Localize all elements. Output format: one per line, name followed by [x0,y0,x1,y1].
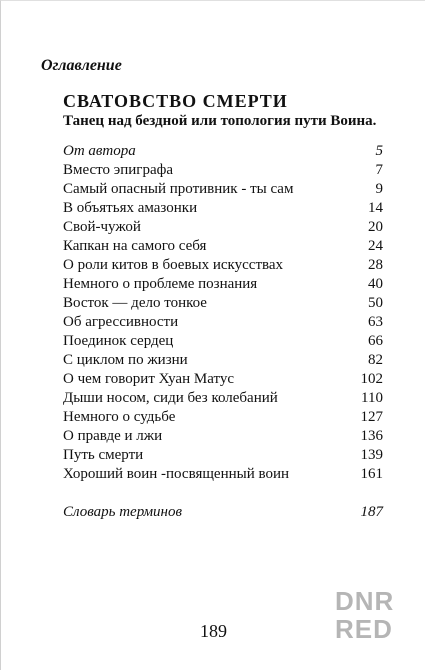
toc-entry [63,143,383,162]
toc-entry-page: 24 [368,238,383,254]
toc-entry [63,371,383,390]
toc-entry-page: 14 [368,200,383,216]
toc-entry [63,352,383,371]
toc-entry-title: Капкан на самого себя [63,238,207,254]
toc-entry-page: 9 [375,181,383,197]
toc-entry-title: Восток — дело тонкое [63,295,207,311]
toc-heading: Оглавление [41,57,122,74]
toc-entry-title: Об агрессивности [63,314,179,330]
toc-entry-title: Немного о проблеме познания [63,276,258,292]
toc-entry [63,428,383,447]
toc-entry [63,447,383,466]
toc-entry-page: 40 [368,276,383,292]
toc-entry [63,257,383,276]
book-subtitle: Танец над бездной или топология пути Воина. [63,113,377,129]
toc-entry [63,295,383,314]
toc-entry-title: О роли китов в боевых искусствах [63,257,284,273]
toc-entry-title: Вместо эпиграфа [63,162,173,178]
toc-entry-page: 5 [375,143,383,159]
toc-entry-title: О чем говорит Хуан Матус [63,371,234,387]
toc-entry [63,219,383,238]
page-number: 189 [200,621,227,641]
toc-entry-page: 82 [368,352,383,368]
watermark-logo: DNR RED [335,586,395,644]
toc-entry-title: Словарь терминов [63,504,182,520]
book-title: СВАТОВСТВО СМЕРТИ [63,91,288,111]
toc-entry-page: 66 [368,333,383,349]
toc-entry-title: В объятьях амазонки [63,200,198,216]
toc-entry-page: 50 [368,295,383,311]
toc-entry-page: 28 [368,257,383,273]
toc-entry [63,200,383,219]
toc-entry-page: 127 [360,409,383,425]
toc-entry [63,314,383,333]
toc-entry-title: От автора [63,143,136,159]
toc-entry [63,409,383,428]
toc-entry [63,238,383,257]
toc-entry-title: С циклом по жизни [63,352,188,368]
toc-entry-page: 63 [368,314,383,330]
toc-entry-page: 187 [360,504,383,520]
toc-entry-title: Самый опасный противник - ты сам [63,181,294,197]
toc-entry-title: Свой-чужой [63,219,141,235]
toc-entry-page: 161 [360,466,383,482]
toc-entry-page: 110 [361,390,383,406]
toc-entry-title: О правде и лжи [63,428,163,444]
toc-list [63,143,383,523]
toc-entry [63,162,383,181]
toc-entry-page: 7 [375,162,383,178]
toc-entry-title: Дыши носом, сиди без колебаний [63,390,278,406]
toc-entry-page: 102 [360,371,383,387]
toc-entry-title: Поединок сердец [63,333,174,349]
toc-entry [63,504,383,523]
toc-entry-title: Немного о судьбе [63,409,176,425]
toc-entry-title: Хороший воин -посвященный воин [63,466,290,482]
toc-entry [63,181,383,200]
toc-entry [63,333,383,352]
toc-entry-page: 20 [368,219,383,235]
toc-entry-page: 139 [360,447,383,463]
toc-entry-title: Путь смерти [63,447,144,463]
toc-entry [63,276,383,295]
toc-entry [63,466,383,485]
toc-entry-page: 136 [360,428,383,444]
toc-entry [63,390,383,409]
